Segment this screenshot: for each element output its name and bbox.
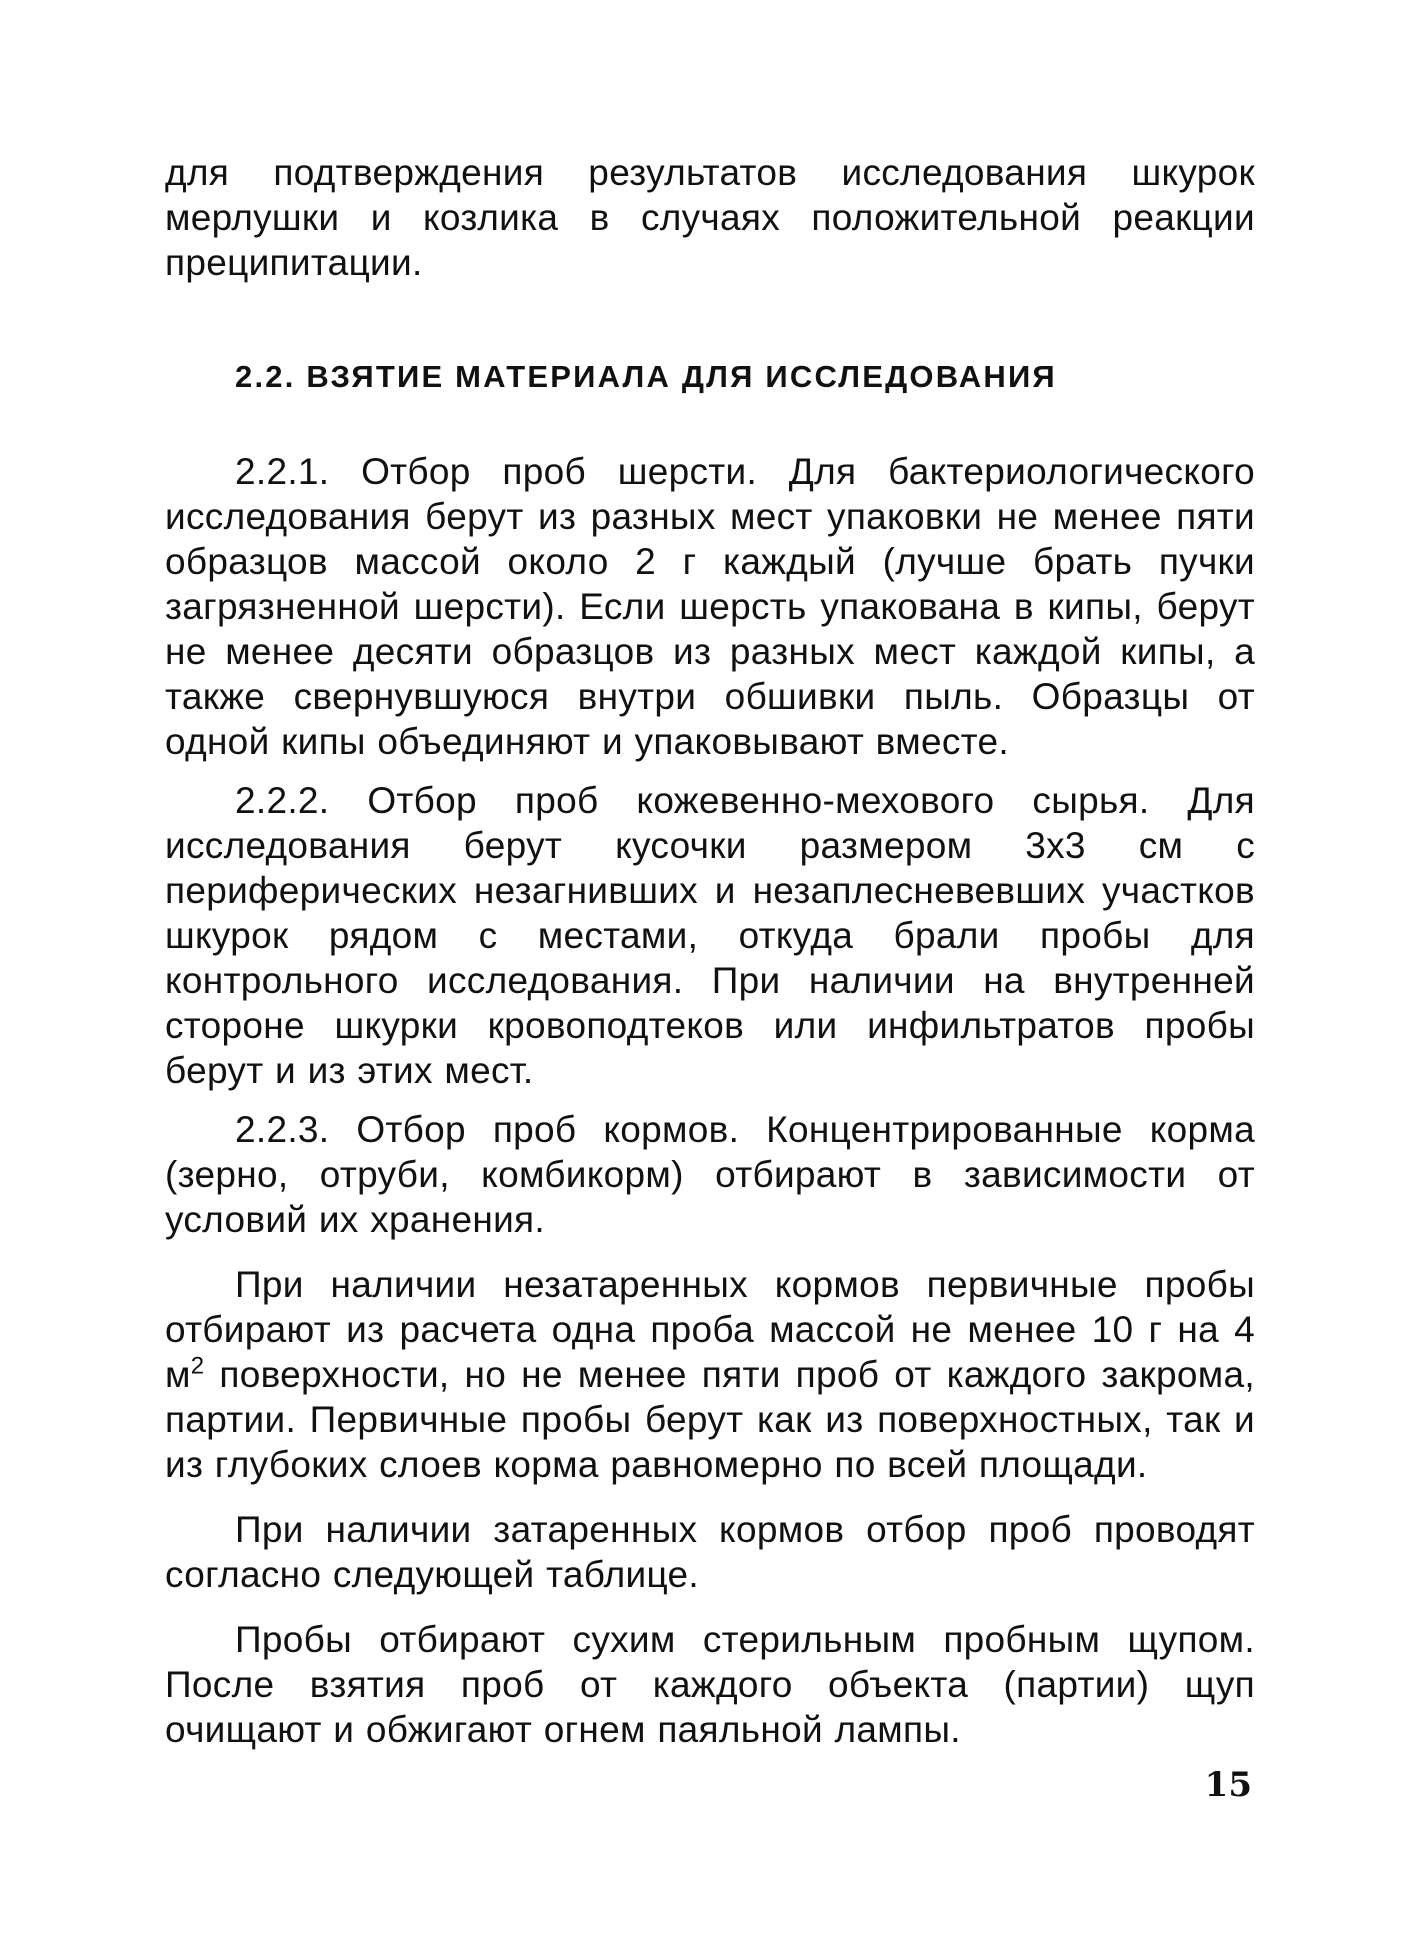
- paragraph-probe: Пробы отбирают сухим стерильным пробным щупом. После взятия проб от каждого объекта (партии) щуп очищают и обжигают огнем паяльной лампы.: [165, 1619, 1255, 1750]
- document-page: [165, 150, 1255, 1752]
- paragraph-2-2-3: 2.2.3. Отбор проб кормов. Концентрированные корма (зерно, отруби, комбикорм) отбирают в зависимости от условий их хранения.: [165, 1109, 1255, 1240]
- unbagged-text-start: При наличии незатаренных кормов первичные пробы отбирают из расчета одна проба массой не менее 10 г на 4 м: [165, 1264, 1255, 1395]
- paragraph-bagged-feed: При наличии затаренных кормов отбор проб проводят согласно следующей таблице.: [165, 1509, 1255, 1595]
- paragraph-unbagged-feed: [165, 1262, 1255, 1487]
- paragraph-2-2-1: 2.2.1. Отбор проб шерсти. Для бактериологического исследования берут из разных мест упаковки не менее пяти образцов массой около 2 г каждый (лучше брать пучки загрязненной шерсти). Если шерсть упакована в кипы, берут не менее десяти образцов из разных мест каждой кипы, а также свернувшуюся внутри обшивки пыль. Образцы от одной кипы объединяют и упаковывают вместе.: [165, 451, 1255, 762]
- section-heading: 2.2. ВЗЯТИЕ МАТЕРИАЛА ДЛЯ ИССЛЕДОВАНИЯ: [235, 359, 1057, 394]
- unbagged-text-end: поверхности, но не менее пяти проб от каждого закрома, партии. Первичные пробы берут как из поверхностных, так и из глубоких слоев корма равномерно по всей площади.: [165, 1354, 1255, 1485]
- paragraph-2-2-2: 2.2.2. Отбор проб кожевенно-мехового сырья. Для исследования берут кусочки размером 3х3 см с периферических незагнивших и незаплесневевших участков шкурок рядом с местами, откуда брали пробы для контрольного исследования. При наличии на внутренней стороне шкурки кровоподтеков или инфильтратов пробы берут и из этих мест.: [165, 780, 1255, 1091]
- intro-paragraph: для подтверждения результатов исследования шкурок мерлушки и козлика в случаях положительной реакции преципитации.: [165, 152, 1255, 283]
- page-number: 15: [1204, 1765, 1252, 1805]
- unbagged-superscript: 2: [190, 1352, 205, 1380]
